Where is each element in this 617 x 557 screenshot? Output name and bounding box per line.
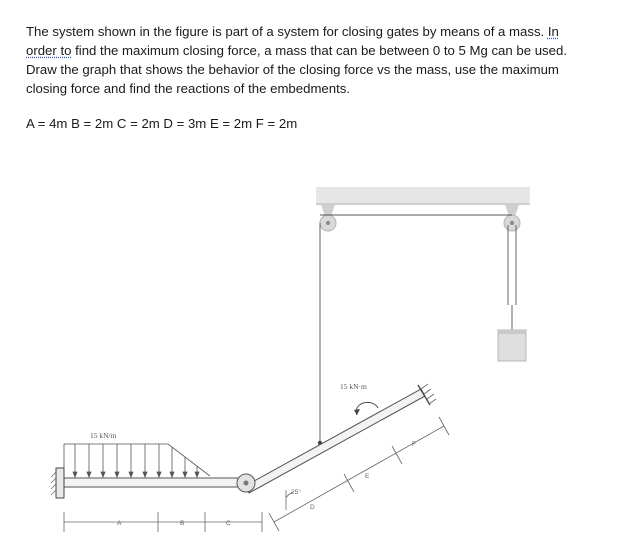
- segment-label-c: C: [226, 520, 231, 527]
- load-arrows: [73, 444, 199, 477]
- problem-statement: [26, 22, 596, 98]
- angle-label: 25°: [291, 489, 301, 496]
- moment-arrowhead: [354, 409, 360, 415]
- segment-label-f: F: [412, 441, 416, 448]
- distributed-load: [64, 444, 210, 477]
- left-pulley: [320, 205, 336, 231]
- structure-figure: [0, 180, 617, 557]
- hanging-mass: [498, 330, 526, 361]
- moment-label: 15 kN·m: [340, 382, 367, 391]
- segment-label-e: E: [365, 473, 370, 480]
- hinge: [237, 474, 255, 492]
- distributed-load-label: 15 kN/m: [90, 431, 117, 440]
- spellcheck-flag[interactable]: In: [547, 24, 559, 39]
- cable: [320, 215, 516, 443]
- horizontal-dimension: [64, 512, 262, 532]
- spellcheck-flag[interactable]: order to: [26, 43, 72, 58]
- problem-line-2: order to find the maximum closing force, a mass that can be between 0 to 5 Mg can be used.: [26, 43, 567, 58]
- inclined-dimension: [269, 417, 449, 531]
- inclined-beam: [245, 384, 436, 493]
- right-pulley: [504, 205, 520, 231]
- dimension-values: A = 4m B = 2m C = 2m D = 3m E = 2m F = 2m: [26, 116, 298, 131]
- ceiling: [316, 187, 530, 205]
- horizontal-beam: [51, 468, 244, 498]
- segment-label-d: D: [310, 504, 315, 511]
- segment-label-b: B: [180, 520, 185, 527]
- problem-line-4: closing force and find the reactions of the embedments.: [26, 81, 351, 96]
- problem-line-3: Draw the graph that shows the behavior of the closing force vs the mass, use the maximum: [26, 62, 559, 77]
- segment-label-a: A: [117, 520, 122, 527]
- problem-line-1: The system shown in the figure is part of a system for closing gates by means of a mass. In: [26, 24, 559, 39]
- moment-arrow: [356, 402, 378, 415]
